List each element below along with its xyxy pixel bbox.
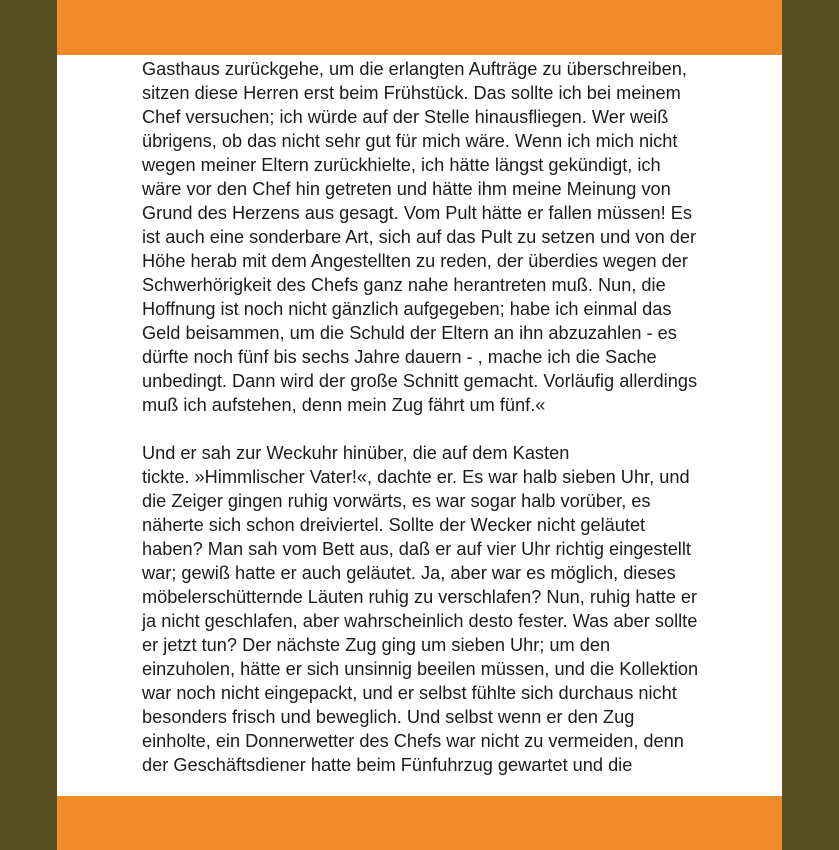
text-line: Grund des Herzens aus gesagt. Vom Pult hätte er fallen müssen! Es bbox=[142, 203, 692, 223]
paragraph-1 bbox=[142, 57, 767, 417]
text-line: möbelerschütternde Läuten ruhig zu verschlafen? Nun, ruhig hatte er bbox=[142, 587, 698, 607]
text-line: Gasthaus zurückgehe, um die erlangten Aufträge zu überschreiben, bbox=[142, 59, 687, 79]
document-page bbox=[57, 55, 782, 796]
text-line: Chef versuchen; ich würde auf der Stelle hinausfliegen. Wer weiß bbox=[142, 107, 669, 127]
text-line: Höhe herab mit dem Angestellten zu reden, der überdies wegen der bbox=[142, 251, 688, 271]
text-line: übrigens, ob das nicht sehr gut für mich wäre. Wenn ich mich nicht bbox=[142, 131, 678, 151]
text-line: Und er sah zur Weckuhr hinüber, die auf dem Kasten bbox=[142, 443, 570, 463]
text-line: die Zeiger gingen ruhig vorwärts, es war sogar halb vorüber, es bbox=[142, 491, 651, 511]
text-line: einholte, ein Donnerwetter des Chefs war nicht zu vermeiden, denn bbox=[142, 731, 684, 751]
paragraph-2 bbox=[142, 441, 767, 777]
text-line: ja nicht geschlafen, aber wahrscheinlich desto fester. Was aber sollte bbox=[142, 611, 698, 631]
text-line: dürfte noch fünf bis sechs Jahre dauern - , mache ich die Sache bbox=[142, 347, 657, 367]
bottom-orange-band bbox=[57, 796, 782, 850]
text-line: Hoffnung ist noch nicht gänzlich aufgegeben; habe ich einmal das bbox=[142, 299, 672, 319]
top-orange-band bbox=[57, 0, 782, 55]
text-line: muß ich aufstehen, denn mein Zug fährt um fünf.« bbox=[142, 395, 546, 415]
text-line: unbedingt. Dann wird der große Schnitt gemacht. Vorläufig allerdings bbox=[142, 371, 698, 391]
text-line: Schwerhörigkeit des Chefs ganz nahe herantreten muß. Nun, die bbox=[142, 275, 666, 295]
text-line: wegen meiner Eltern zurückhielte, ich hätte längst gekündigt, ich bbox=[142, 155, 661, 175]
right-frame-band bbox=[782, 0, 839, 850]
text-line: der Geschäftsdiener hatte beim Fünfuhrzug gewartet und die bbox=[142, 755, 633, 775]
text-line: näherte sich schon dreiviertel. Sollte der Wecker nicht geläutet bbox=[142, 515, 646, 535]
text-line: sitzen diese Herren erst beim Frühstück. Das sollte ich bei meinem bbox=[142, 83, 681, 103]
text-line: ist auch eine sonderbare Art, sich auf das Pult zu setzen und von der bbox=[142, 227, 697, 247]
document-text bbox=[142, 57, 767, 777]
paragraph-spacer bbox=[142, 417, 767, 441]
left-frame-band bbox=[0, 0, 57, 850]
text-line: war; gewiß hatte er auch geläutet. Ja, aber war es möglich, dieses bbox=[142, 563, 676, 583]
text-line: Geld beisammen, um die Schuld der Eltern an ihn abzuzahlen - es bbox=[142, 323, 677, 343]
text-line: haben? Man sah vom Bett aus, daß er auf vier Uhr richtig eingestellt bbox=[142, 539, 691, 559]
text-line: einzuholen, hätte er sich unsinnig beeilen müssen, und die Kollektion bbox=[142, 659, 699, 679]
text-line: tickte. »Himmlischer Vater!«, dachte er. Es war halb sieben Uhr, und bbox=[142, 467, 690, 487]
text-line: wäre vor den Chef hin getreten und hätte ihm meine Meinung von bbox=[142, 179, 671, 199]
text-line: war noch nicht eingepackt, und er selbst fühlte sich durchaus nicht bbox=[142, 683, 677, 703]
text-line: er jetzt tun? Der nächste Zug ging um sieben Uhr; um den bbox=[142, 635, 611, 655]
text-line: besonders frisch und beweglich. Und selbst wenn er den Zug bbox=[142, 707, 635, 727]
